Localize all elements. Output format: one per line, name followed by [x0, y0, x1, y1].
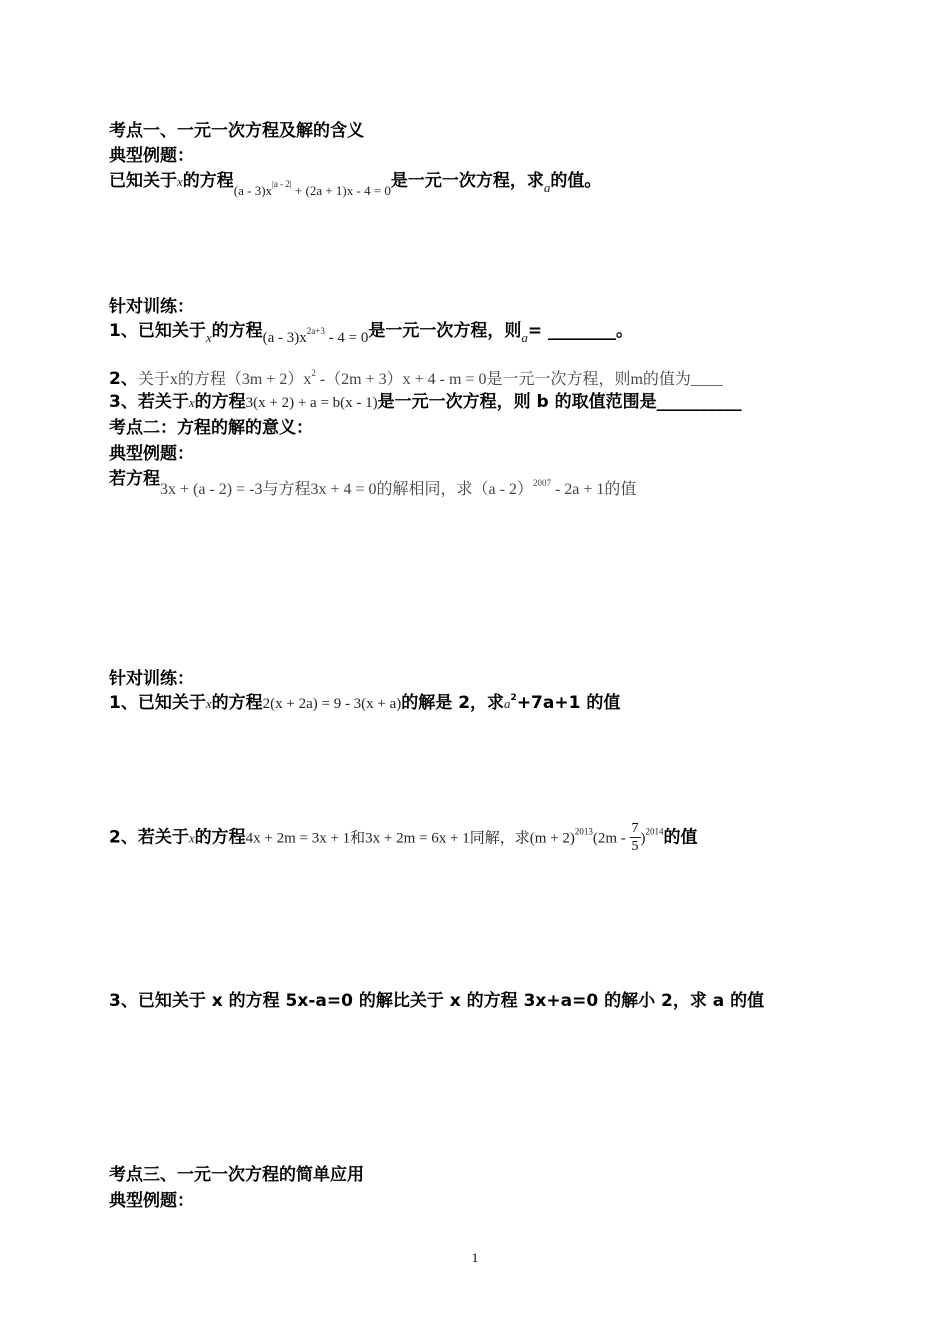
section1-example: 已知关于x的方程$_{(a - 3)x^{|a - 2|} + (2a + 1)x - 4 = 0}$是一元一次方程，求$_a$的值。	[109, 171, 602, 198]
section1-q2: 2、关于x的方程$(3m + 2)x^2$ -（2m + 3）x + 4 - m = 0是一元一次方程，则m的值为____	[109, 368, 723, 389]
section1-q1: 1、已知关于$_x$的方程$(a - 3)x^{2a+3} - 4 = 0$是一元一次方程，则$_a$= ________。	[109, 321, 633, 346]
section2-q3: 3、已知关于 x 的方程 5x-a=0 的解比关于 x 的方程 3x+a=0 的解小 2，求 a 的值	[109, 991, 765, 1011]
section2-q2: 2、若关于x的方程4x + 2m = 3x + 1和3x + 2m = 6x + 1同解，求$(m + 2)^{2013}(2m$ - $\frac{7}{5}$ )$^{2014}$的值	[109, 821, 698, 854]
section2-q1: 1、已知关于x的方程2(x + 2a) = 9 - 3(x + a)的解是 2，求$a^2+7a+1$ 的值	[109, 693, 621, 713]
section1-title: 考点一、一元一次方程及解的含义	[109, 121, 364, 141]
page-number: 1	[471, 1250, 479, 1265]
section2-example: 若方程3x + (a - 2) = -3与方程3x + 4 = 0的解相同，求（a - 2）$^{2007}$ - 2a + 1的值	[109, 469, 637, 498]
section2-example-heading: 典型例题：	[109, 444, 194, 464]
section1-example-heading: 典型例题：	[109, 146, 194, 166]
section3-title: 考点三、一元一次方程的简单应用	[109, 1165, 364, 1185]
section2-practice-heading: 针对训练：	[109, 669, 194, 689]
section3-example-heading: 典型例题：	[109, 1191, 194, 1211]
section1-practice-heading: 针对训练：	[109, 297, 194, 317]
fraction-7-5: $\frac{7}{5}$	[631, 821, 639, 854]
section1-q3: 3、若关于x的方程3(x + 2) + a = b(x - 1)是一元一次方程，则 b 的取值范围是__________	[109, 392, 742, 412]
section2-title: 考点二：方程的解的意义：	[109, 418, 313, 438]
